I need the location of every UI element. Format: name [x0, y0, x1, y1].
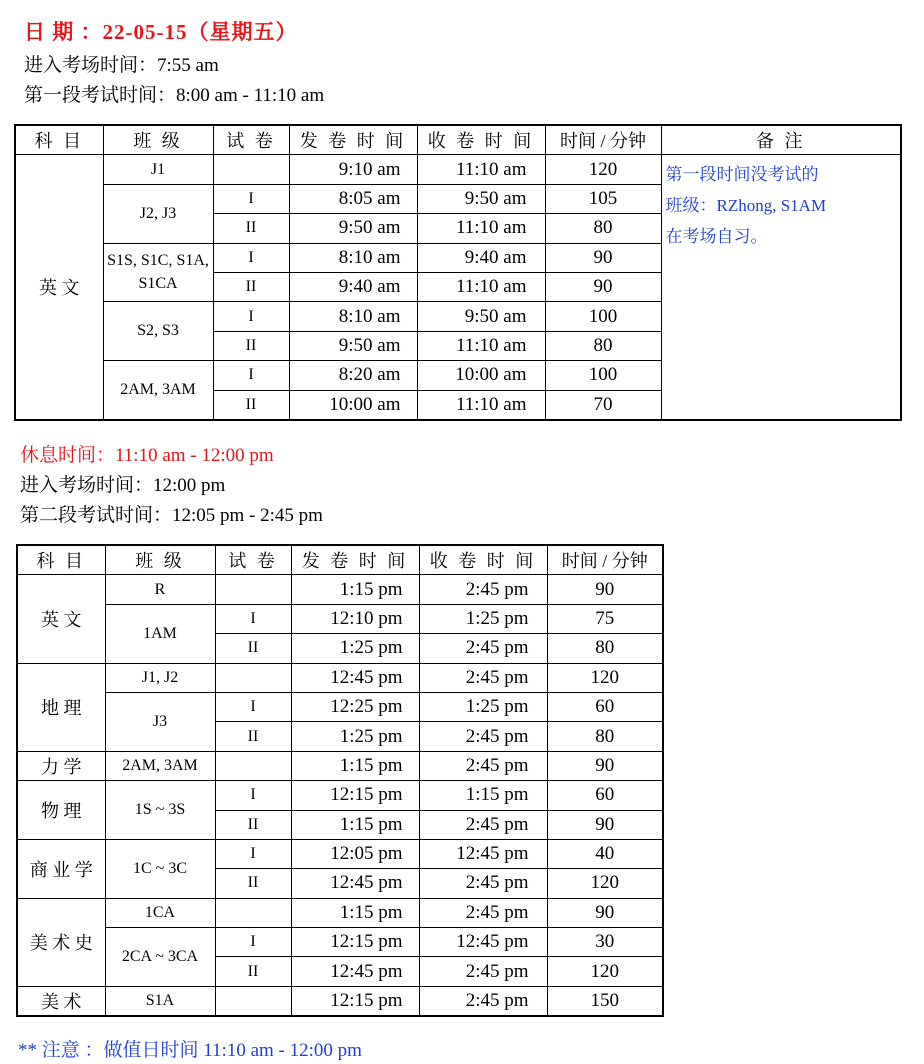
end-cell: 2:45 pm	[419, 810, 547, 839]
start-cell: 1:15 pm	[291, 751, 419, 780]
col-subject: 科 目	[17, 545, 105, 575]
table-row	[17, 898, 663, 927]
end-cell: 2:45 pm	[419, 575, 547, 604]
duration-cell: 100	[545, 302, 661, 331]
class-cell: 2CA ~ 3CA	[105, 928, 215, 987]
class-cell: 2AM, 3AM	[105, 751, 215, 780]
start-cell: 1:15 pm	[291, 575, 419, 604]
col-end: 收 卷 时 间	[417, 125, 545, 155]
start-cell: 9:10 am	[289, 155, 417, 184]
class-cell: R	[105, 575, 215, 604]
subject-cell: 美 术 史	[17, 898, 105, 986]
end-cell: 10:00 am	[417, 361, 545, 390]
class-cell: S1S, S1C, S1A, S1CA	[103, 243, 213, 302]
start-cell: 12:05 pm	[291, 839, 419, 868]
col-duration: 时间 / 分钟	[545, 125, 661, 155]
end-cell: 9:40 am	[417, 243, 545, 272]
class-cell: 1AM	[105, 604, 215, 663]
col-class: 班 级	[103, 125, 213, 155]
class-cell: J2, J3	[103, 184, 213, 243]
end-cell: 2:45 pm	[419, 634, 547, 663]
subject-cell: 商 业 学	[17, 839, 105, 898]
break-time: 休息时间：11:10 am - 12:00 pm	[20, 445, 274, 466]
start-cell: 12:15 pm	[291, 928, 419, 957]
end-cell: 1:25 pm	[419, 692, 547, 721]
exam-date: 日 期 ：22-05-15（星期五）	[24, 20, 298, 44]
table-row	[17, 781, 663, 810]
class-cell: J1, J2	[105, 663, 215, 692]
end-cell: 11:10 am	[417, 272, 545, 301]
table-row	[15, 155, 901, 184]
duration-cell: 80	[545, 214, 661, 243]
class-cell: S1A	[105, 986, 215, 1016]
schedule-table-1	[14, 124, 902, 421]
remark-line: 在考场自习。	[665, 227, 768, 247]
enter-time-2: 进入考场时间：12:00 pm	[20, 475, 226, 496]
start-cell: 12:10 pm	[291, 604, 419, 633]
duration-cell: 80	[545, 331, 661, 360]
table-header-row	[17, 545, 663, 575]
col-remark: 备 注	[661, 125, 901, 155]
duration-cell: 80	[547, 634, 663, 663]
col-end: 收 卷 时 间	[419, 545, 547, 575]
start-cell: 9:50 am	[289, 331, 417, 360]
subject-cell: 地 理	[17, 663, 105, 751]
paper-cell: II	[213, 214, 289, 243]
duration-cell: 90	[545, 272, 661, 301]
end-cell: 2:45 pm	[419, 898, 547, 927]
table-row	[17, 839, 663, 868]
col-paper: 试 卷	[215, 545, 291, 575]
col-class: 班 级	[105, 545, 215, 575]
table-row	[17, 663, 663, 692]
start-cell: 12:45 pm	[291, 957, 419, 986]
duration-cell: 90	[545, 243, 661, 272]
class-cell: 2AM, 3AM	[103, 361, 213, 420]
end-cell: 2:45 pm	[419, 751, 547, 780]
remark-line: 班级：RZhong, S1AM	[665, 196, 827, 216]
end-cell: 12:45 pm	[419, 928, 547, 957]
table-row	[17, 604, 663, 633]
paper-cell: I	[215, 692, 291, 721]
col-subject: 科 目	[15, 125, 103, 155]
paper-cell: I	[213, 184, 289, 213]
paper-cell	[215, 898, 291, 927]
start-cell: 8:05 am	[289, 184, 417, 213]
col-start: 发 卷 时 间	[291, 545, 419, 575]
paper-cell: II	[215, 869, 291, 898]
start-cell: 1:25 pm	[291, 634, 419, 663]
start-cell: 8:20 am	[289, 361, 417, 390]
end-cell: 11:10 am	[417, 155, 545, 184]
end-cell: 12:45 pm	[419, 839, 547, 868]
class-cell: S2, S3	[103, 302, 213, 361]
paper-cell: II	[215, 810, 291, 839]
table-row	[17, 928, 663, 957]
remark-cell	[661, 155, 901, 420]
class-cell: J3	[105, 692, 215, 751]
session-1-time: 第一段考试时间：8:00 am - 11:10 am	[24, 85, 325, 106]
enter-time-1: 进入考场时间：7:55 am	[24, 55, 219, 76]
duration-cell: 30	[547, 928, 663, 957]
paper-cell: II	[213, 390, 289, 420]
start-cell: 10:00 am	[289, 390, 417, 420]
end-cell: 9:50 am	[417, 302, 545, 331]
start-cell: 12:15 pm	[291, 781, 419, 810]
table-header-row	[15, 125, 901, 155]
duration-cell: 90	[547, 751, 663, 780]
paper-cell: I	[213, 302, 289, 331]
paper-cell: II	[213, 272, 289, 301]
duration-cell: 150	[547, 986, 663, 1016]
start-cell: 8:10 am	[289, 243, 417, 272]
start-cell: 8:10 am	[289, 302, 417, 331]
table-row	[17, 986, 663, 1016]
table-row	[17, 575, 663, 604]
subject-cell: 英 文	[15, 155, 103, 420]
duration-cell: 70	[545, 390, 661, 420]
class-cell: J1	[103, 155, 213, 184]
start-cell: 1:25 pm	[291, 722, 419, 751]
end-cell: 2:45 pm	[419, 869, 547, 898]
class-cell: 1C ~ 3C	[105, 839, 215, 898]
end-cell: 11:10 am	[417, 214, 545, 243]
schedule-table-2	[16, 544, 664, 1017]
duration-cell: 120	[547, 663, 663, 692]
class-cell: 1CA	[105, 898, 215, 927]
duration-cell: 100	[545, 361, 661, 390]
paper-cell	[215, 575, 291, 604]
subject-cell: 美 术	[17, 986, 105, 1016]
paper-cell	[215, 751, 291, 780]
start-cell: 12:15 pm	[291, 986, 419, 1016]
start-cell: 9:40 am	[289, 272, 417, 301]
end-cell: 1:15 pm	[419, 781, 547, 810]
paper-cell: I	[215, 839, 291, 868]
duration-cell: 90	[547, 810, 663, 839]
col-start: 发 卷 时 间	[289, 125, 417, 155]
col-paper: 试 卷	[213, 125, 289, 155]
subject-cell: 英 文	[17, 575, 105, 663]
paper-cell: II	[213, 331, 289, 360]
duration-cell: 60	[547, 692, 663, 721]
end-cell: 2:45 pm	[419, 986, 547, 1016]
subject-cell: 物 理	[17, 781, 105, 840]
duration-cell: 120	[547, 957, 663, 986]
paper-cell	[213, 155, 289, 184]
end-cell: 11:10 am	[417, 331, 545, 360]
subject-cell: 力 学	[17, 751, 105, 780]
duration-cell: 120	[547, 869, 663, 898]
paper-cell: II	[215, 634, 291, 663]
end-cell: 11:10 am	[417, 390, 545, 420]
start-cell: 12:45 pm	[291, 869, 419, 898]
col-duration: 时间 / 分钟	[547, 545, 663, 575]
paper-cell	[215, 986, 291, 1016]
end-cell: 2:45 pm	[419, 663, 547, 692]
duration-cell: 105	[545, 184, 661, 213]
duration-cell: 120	[545, 155, 661, 184]
start-cell: 12:25 pm	[291, 692, 419, 721]
end-cell: 2:45 pm	[419, 722, 547, 751]
paper-cell: I	[213, 243, 289, 272]
paper-cell: I	[213, 361, 289, 390]
table-row	[17, 692, 663, 721]
paper-cell: II	[215, 722, 291, 751]
duration-cell: 80	[547, 722, 663, 751]
paper-cell: II	[215, 957, 291, 986]
paper-cell	[215, 663, 291, 692]
end-cell: 9:50 am	[417, 184, 545, 213]
end-cell: 1:25 pm	[419, 604, 547, 633]
paper-cell: I	[215, 781, 291, 810]
remark-line: 第一段时间没考试的	[665, 165, 819, 185]
duty-footnote: ** 注意 ：做值日时间 11:10 am - 12:00 pm	[18, 1040, 362, 1061]
duration-cell: 60	[547, 781, 663, 810]
start-cell: 9:50 am	[289, 214, 417, 243]
duration-cell: 75	[547, 604, 663, 633]
class-cell: 1S ~ 3S	[105, 781, 215, 840]
start-cell: 1:15 pm	[291, 810, 419, 839]
table-row	[17, 751, 663, 780]
start-cell: 1:15 pm	[291, 898, 419, 927]
paper-cell: I	[215, 928, 291, 957]
start-cell: 12:45 pm	[291, 663, 419, 692]
end-cell: 2:45 pm	[419, 957, 547, 986]
duration-cell: 90	[547, 575, 663, 604]
duration-cell: 40	[547, 839, 663, 868]
paper-cell: I	[215, 604, 291, 633]
duration-cell: 90	[547, 898, 663, 927]
session-2-time: 第二段考试时间：12:05 pm - 2:45 pm	[20, 505, 323, 526]
